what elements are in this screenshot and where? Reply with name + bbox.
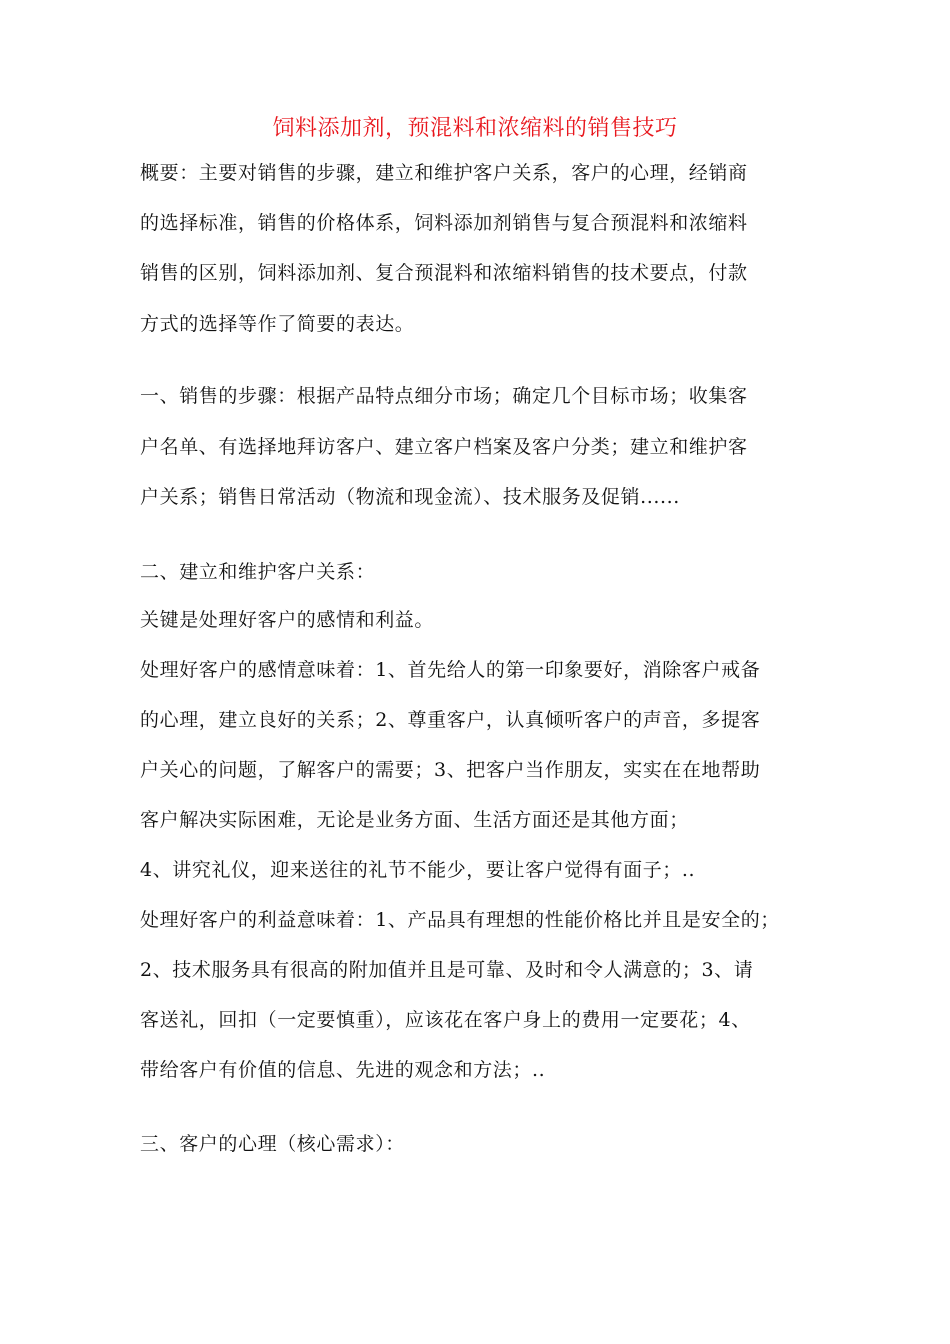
document-title: 饲料添加剂，预混料和浓缩料的销售技巧 [272,116,678,141]
section-2-line-7: 处理好客户的利益意味着：1、产品具有理想的性能价格比并且是安全的； [140,909,780,931]
summary-line-4: 方式的选择等作了简要的表达。 [140,313,415,335]
section-2-line-10: 带给客户有价值的信息、先进的观念和方法；.. [140,1059,546,1081]
section-2-line-3: 的心理，建立良好的关系；2、尊重客户，认真倾听客户的声音，多提客 [140,709,761,731]
section-2-line-2: 处理好客户的感情意味着：1、首先给人的第一印象要好，消除客户戒备 [140,659,761,681]
section-2-line-4: 户关心的问题，了解客户的需要；3、把客户当作朋友，实实在在地帮助 [140,759,761,781]
summary-line-2: 的选择标准，销售的价格体系，饲料添加剂销售与复合预混料和浓缩料 [140,212,748,234]
section-2-line-6: 4、讲究礼仪，迎来送往的礼节不能少，要让客户觉得有面子；.. [140,859,696,881]
summary-line-3: 销售的区别，饲料添加剂、复合预混料和浓缩料销售的技术要点，付款 [140,262,748,284]
section-2-heading: 二、建立和维护客户关系： [140,561,376,583]
summary-line-1: 概要：主要对销售的步骤，建立和维护客户关系，客户的心理，经销商 [140,162,748,184]
section-1-line-2: 户名单、有选择地拜访客户、建立客户档案及客户分类；建立和维护客 [140,436,748,458]
section-1-line-3: 户关系；销售日常活动（物流和现金流）、技术服务及促销...... [140,486,680,508]
section-2-line-1: 关键是处理好客户的感情和利益。 [140,609,435,631]
section-2-line-9: 客送礼，回扣（一定要慎重），应该花在客户身上的费用一定要花；4、 [140,1009,751,1031]
section-3-heading: 三、客户的心理（核心需求）： [140,1133,405,1155]
section-2-line-5: 客户解决实际困难，无论是业务方面、生活方面还是其他方面； [140,809,689,831]
section-2-line-8: 2、技术服务具有很高的附加值并且是可靠、及时和令人满意的；3、请 [140,959,754,981]
section-1-line-1: 一、销售的步骤：根据产品特点细分市场；确定几个目标市场；收集客 [140,385,748,407]
